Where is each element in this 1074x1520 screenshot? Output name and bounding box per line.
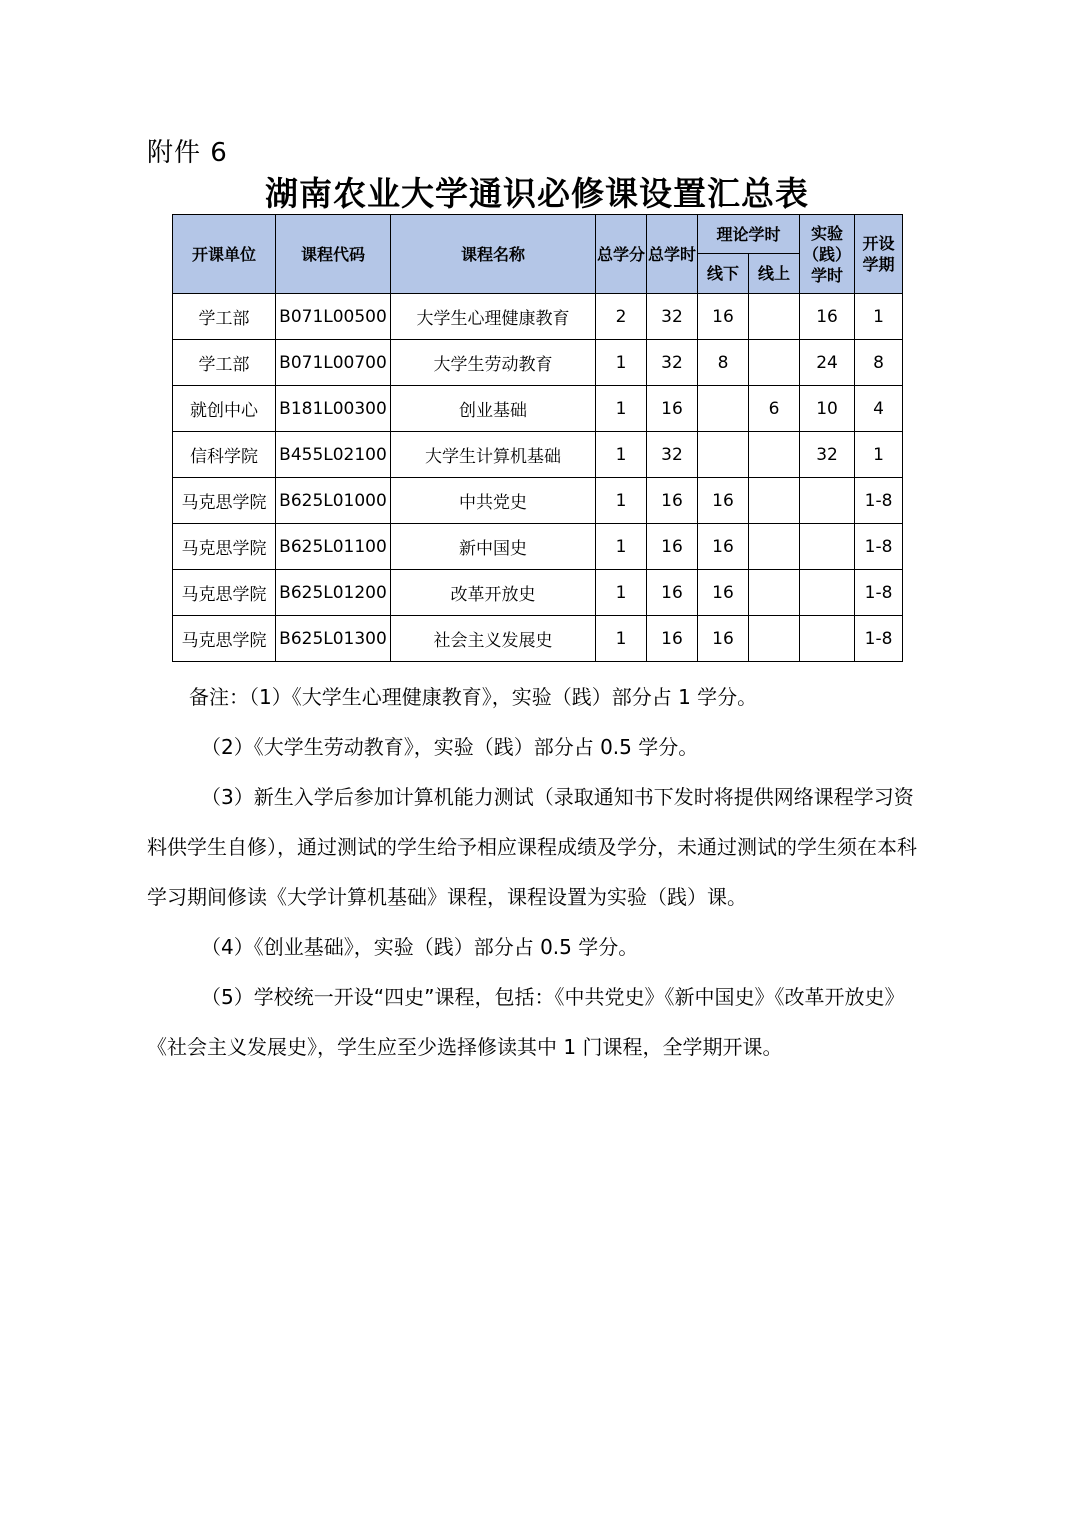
cell-online (749, 570, 800, 616)
cell-semester: 8 (855, 340, 903, 386)
cell-unit: 马克思学院 (173, 478, 276, 524)
header-semester: 开设学期 (855, 215, 903, 294)
cell-offline (698, 432, 749, 478)
cell-credits: 1 (596, 340, 647, 386)
cell-total-hours: 32 (647, 340, 698, 386)
cell-online (749, 616, 800, 662)
cell-credits: 1 (596, 616, 647, 662)
cell-code: B071L00700 (276, 340, 391, 386)
cell-practice-hours (800, 616, 855, 662)
cell-unit: 马克思学院 (173, 570, 276, 616)
cell-semester: 1-8 (855, 524, 903, 570)
cell-total-hours: 16 (647, 570, 698, 616)
header-total-hours: 总学时 (647, 215, 698, 294)
table-row (173, 524, 903, 570)
cell-total-hours: 16 (647, 386, 698, 432)
cell-offline: 16 (698, 478, 749, 524)
note-3: （3）新生入学后参加计算机能力测试（录取通知书下发时将提供网络课程学习资料供学生自修），通过测试的学生给予相应课程成绩及学分，未通过测试的学生须在本科学习期间修读《大学计算机基础》课程，课程设置为实验（践）课。 (147, 785, 917, 909)
header-online: 线上 (749, 254, 800, 294)
cell-code: B455L02100 (276, 432, 391, 478)
cell-code: B625L01100 (276, 524, 391, 570)
cell-unit: 就创中心 (173, 386, 276, 432)
cell-total-hours: 16 (647, 616, 698, 662)
cell-credits: 1 (596, 478, 647, 524)
cell-credits: 1 (596, 386, 647, 432)
header-unit: 开课单位 (173, 215, 276, 294)
header-practice-hours: 实验（践）学时 (800, 215, 855, 294)
cell-semester: 4 (855, 386, 903, 432)
table-body (173, 294, 903, 662)
cell-credits: 1 (596, 432, 647, 478)
cell-code: B625L01300 (276, 616, 391, 662)
cell-semester: 1-8 (855, 616, 903, 662)
cell-unit: 学工部 (173, 340, 276, 386)
cell-total-hours: 32 (647, 294, 698, 340)
cell-name: 社会主义发展史 (391, 616, 596, 662)
cell-unit: 信科学院 (173, 432, 276, 478)
cell-code: B625L01200 (276, 570, 391, 616)
cell-semester: 1-8 (855, 478, 903, 524)
cell-offline: 16 (698, 294, 749, 340)
cell-practice-hours: 24 (800, 340, 855, 386)
cell-online (749, 478, 800, 524)
cell-name: 新中国史 (391, 524, 596, 570)
cell-offline (698, 386, 749, 432)
cell-offline: 8 (698, 340, 749, 386)
course-summary-table (172, 214, 903, 662)
header-code: 课程代码 (276, 215, 391, 294)
document-title: 湖南农业大学通识必修课设置汇总表 (265, 174, 809, 213)
cell-unit: 学工部 (173, 294, 276, 340)
cell-online (749, 432, 800, 478)
cell-online (749, 340, 800, 386)
cell-credits: 1 (596, 524, 647, 570)
cell-online: 6 (749, 386, 800, 432)
cell-semester: 1 (855, 294, 903, 340)
cell-total-hours: 32 (647, 432, 698, 478)
table-row (173, 386, 903, 432)
table-header-row (173, 215, 903, 254)
table-row (173, 616, 903, 662)
cell-practice-hours: 16 (800, 294, 855, 340)
cell-unit: 马克思学院 (173, 616, 276, 662)
header-offline: 线下 (698, 254, 749, 294)
cell-name: 创业基础 (391, 386, 596, 432)
cell-unit: 马克思学院 (173, 524, 276, 570)
cell-offline: 16 (698, 616, 749, 662)
cell-online (749, 294, 800, 340)
cell-name: 大学生计算机基础 (391, 432, 596, 478)
note-4: （4）《创业基础》，实验（践）部分占 0.5 学分。 (201, 935, 639, 959)
table-row (173, 432, 903, 478)
cell-practice-hours (800, 524, 855, 570)
cell-name: 改革开放史 (391, 570, 596, 616)
cell-name: 大学生劳动教育 (391, 340, 596, 386)
cell-semester: 1 (855, 432, 903, 478)
cell-total-hours: 16 (647, 478, 698, 524)
table-row (173, 294, 903, 340)
note-2: （2）《大学生劳动教育》，实验（践）部分占 0.5 学分。 (201, 735, 699, 759)
table-row (173, 570, 903, 616)
table-row (173, 478, 903, 524)
cell-offline: 16 (698, 570, 749, 616)
cell-practice-hours: 32 (800, 432, 855, 478)
header-name: 课程名称 (391, 215, 596, 294)
cell-credits: 1 (596, 570, 647, 616)
note-5: （5）学校统一开设“四史”课程，包括：《中共党史》《新中国史》《改革开放史》《社会主义发展史》，学生应至少选择修读其中 1 门课程，全学期开课。 (147, 985, 905, 1059)
cell-semester: 1-8 (855, 570, 903, 616)
cell-offline: 16 (698, 524, 749, 570)
cell-total-hours: 16 (647, 524, 698, 570)
note-1: 备注：（1）《大学生心理健康教育》，实验（践）部分占 1 学分。 (189, 685, 758, 709)
table-row (173, 340, 903, 386)
cell-code: B071L00500 (276, 294, 391, 340)
attachment-label: 附件 6 (147, 138, 228, 168)
cell-name: 中共党史 (391, 478, 596, 524)
cell-practice-hours (800, 478, 855, 524)
cell-practice-hours: 10 (800, 386, 855, 432)
notes-section (147, 672, 931, 1072)
header-theory-hours: 理论学时 (698, 215, 800, 254)
cell-practice-hours (800, 570, 855, 616)
cell-credits: 2 (596, 294, 647, 340)
cell-name: 大学生心理健康教育 (391, 294, 596, 340)
header-credits: 总学分 (596, 215, 647, 294)
cell-online (749, 524, 800, 570)
cell-code: B181L00300 (276, 386, 391, 432)
cell-code: B625L01000 (276, 478, 391, 524)
